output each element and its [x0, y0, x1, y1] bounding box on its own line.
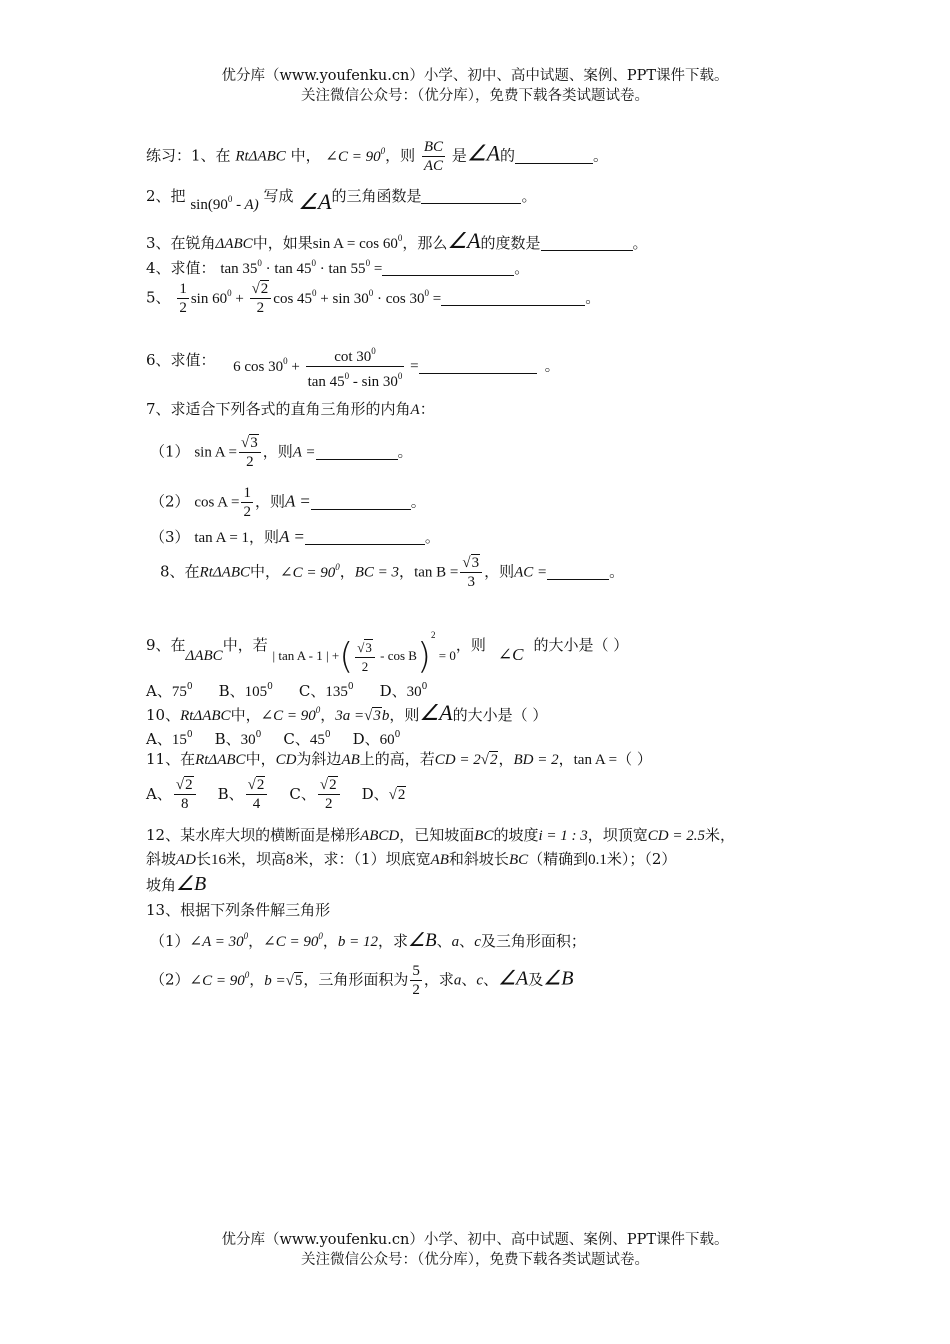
q10-option-d[interactable]: D、$60^0$: [352, 730, 401, 748]
q10-text-mid: 中，: [230, 706, 261, 724]
q7-var-a: A: [410, 402, 420, 418]
q11-text: 11、在: [146, 750, 196, 768]
header-line-1: 优分库（www.youfenku.cn）小学、初中、高中试题、案例、PPT课件下载。: [221, 68, 729, 84]
q7p3-then: ，则: [249, 528, 280, 546]
q13p2-a: a: [453, 972, 462, 989]
q3-text-post: 的度数是: [480, 234, 541, 252]
q6-cos-term: 6 $\cos 30^0$ +: [233, 355, 304, 375]
q7p2-label: （2）: [150, 492, 190, 511]
q10-relation: 3a =√3b: [335, 708, 390, 724]
q13p2-b: b =√5: [264, 972, 303, 989]
q8-text-mid: 中，: [250, 562, 281, 581]
q13p2-text-area: ，三角形面积为: [303, 970, 409, 989]
q1-end: 。: [593, 146, 609, 165]
q3-text-mid: 中，如果: [252, 234, 313, 252]
q12-abcd: ABCD: [360, 828, 400, 844]
header-line-2: 关注微信公众号：（优分库），免费下载各类试题试卷。: [301, 88, 649, 104]
question-7-part-1: [150, 434, 413, 471]
q1-triangle: RtΔABC: [235, 148, 286, 165]
q7p3-answer-blank[interactable]: [305, 528, 425, 545]
q12-cd: CD = 2.5: [647, 828, 705, 844]
q5-answer-blank[interactable]: [441, 289, 585, 306]
q6-text: 6、求值：: [146, 350, 216, 369]
q10-options: [146, 724, 400, 751]
question-2: [146, 180, 537, 214]
q9-then: ，则: [455, 636, 486, 654]
q9-text-mid: 中，若: [222, 636, 268, 654]
q12-bc-2: BC: [508, 852, 529, 868]
q2-end: 。: [521, 187, 537, 205]
q3-end: 。: [632, 234, 648, 252]
q6-fraction: $\frac{\cot 30^0}{\tan 45^0 - \sin 30^0}$: [306, 342, 405, 391]
question-12-line-3: [146, 873, 206, 896]
q7p2-answer-label: A =: [284, 491, 311, 511]
q13p1-a: a: [451, 934, 460, 950]
q1-text-mid: 中，: [290, 146, 321, 165]
q11-ab: AB: [341, 752, 360, 768]
q8-answer-blank[interactable]: [547, 563, 609, 580]
q6-answer-blank[interactable]: [419, 357, 537, 374]
q12-text-10: 和斜坡长: [448, 850, 509, 868]
q5-sin60: $\sin 60^0$ +: [190, 287, 248, 307]
question-8: [160, 554, 624, 591]
q7p1-answer-label: A =: [292, 444, 316, 461]
q1-fraction: $\frac{BC}{AC}$: [423, 139, 444, 174]
q10-triangle: RtΔABC: [180, 708, 231, 724]
q12-n8: 8: [286, 852, 294, 868]
footer-line-1: 优分库（www.youfenku.cn）小学、初中、高中试题、案例、PPT课件下载。: [221, 1232, 729, 1248]
q11-text-hyp: 为斜边: [296, 750, 342, 768]
q1-of: 的: [500, 146, 516, 165]
q7p2-fraction: $\frac{1}{2}$: [243, 485, 251, 520]
q11-text-height: 上的高，若: [359, 750, 435, 768]
q8-sep-1: ，: [339, 562, 355, 581]
q13p2-dun-2: 、: [483, 970, 499, 989]
q3-answer-blank[interactable]: [541, 234, 633, 251]
q12-text-5: 米，: [705, 826, 736, 844]
q13p1-c: c: [474, 934, 481, 950]
q10-option-a[interactable]: A、$15^0$: [146, 730, 193, 748]
q5-text: 5、: [146, 288, 171, 307]
q12-bc: BC: [474, 828, 494, 844]
q13p1-dun-2: 、: [459, 932, 475, 950]
q11-option-b[interactable]: B、 $\frac{√2}{4}$: [218, 785, 270, 803]
q13p1-b: b = 12: [337, 934, 378, 950]
q11-cd: CD: [275, 752, 297, 768]
question-4: [146, 252, 529, 280]
question-1: [146, 138, 608, 175]
q13p1-label: （1）: [150, 932, 190, 950]
q9-option-a[interactable]: A、$75^0$: [146, 682, 193, 700]
q2-angle-a: ∠A: [298, 189, 332, 214]
question-5: [146, 280, 600, 317]
footer-line-2: 关注微信公众号：（优分库），免费下载各类试题试卷。: [301, 1252, 649, 1268]
question-3: [146, 227, 648, 255]
q12-text-13: 坡角: [146, 876, 177, 894]
q11-bd: BD = 2: [513, 752, 559, 768]
q4-answer-blank[interactable]: [382, 259, 514, 276]
q13p2-ask: ，求: [423, 970, 454, 989]
q5-fraction-half: $\frac{1}{2}$: [179, 281, 187, 316]
q12-text-3: 的坡度: [493, 826, 539, 844]
q7p1-end: 。: [397, 442, 413, 461]
q13p1-angle-c: ∠C = $90^0$: [263, 931, 323, 950]
q13p2-angle-c: ∠C = $90^0$: [189, 969, 250, 989]
q13p2-fraction: $\frac{5}{2}$: [412, 963, 420, 998]
q12-n16: 16: [211, 852, 227, 868]
q13p2-label: （2）: [150, 970, 190, 989]
q2-answer-blank[interactable]: [421, 187, 521, 204]
q13-title-text: 13、根据下列条件解三角形: [146, 901, 331, 919]
q7p2-expression: cos A =: [194, 494, 240, 511]
q7p1-fraction: $\frac{√3}{2}$: [239, 434, 261, 471]
q7p3-expression: tan A = 1: [194, 530, 250, 546]
q7p1-label: （1）: [150, 442, 190, 461]
q4-expression: $\tan 35^0 \cdot \tan 45^0 \cdot \tan 55^0$ =: [220, 258, 383, 277]
q13p2-c: c: [476, 972, 484, 989]
q9-expression: | tan A - 1 | +( $\frac{√3}{2}$ - cos B)$^2$ = 0: [272, 630, 456, 678]
q7p3-end: 。: [424, 528, 440, 546]
q1-then: ，则: [385, 146, 416, 165]
q11-triangle: RtΔABC: [195, 752, 246, 768]
q5-rest: $\cos 45^0 + \sin 30^0 \cdot \cos 30^0$ =: [273, 287, 442, 307]
q7p3-label: （3）: [150, 528, 190, 546]
question-7-part-2: [150, 484, 426, 521]
q1-answer-blank[interactable]: [515, 147, 593, 164]
q2-write-as: 写成: [263, 187, 294, 205]
q10-option-c[interactable]: C、$45^0$: [283, 730, 331, 748]
question-10: [146, 699, 547, 727]
q12-text-12: 米）；（2）: [606, 850, 677, 868]
q6-equals: =: [406, 358, 419, 375]
q7-colon: ：: [419, 400, 435, 418]
q7p2-answer-blank[interactable]: [311, 493, 411, 510]
q13p1-post: 及三角形面积；: [480, 932, 586, 950]
q8-triangle: RtΔABC: [199, 564, 251, 581]
q11-option-a[interactable]: A、 $\frac{√2}{8}$: [146, 785, 198, 803]
question-7-title: [146, 398, 435, 421]
q7p1-expression: sin A =: [194, 444, 237, 461]
q1-angle: ∠C = $90^0$: [325, 145, 386, 165]
q6-end: 。: [544, 356, 560, 375]
q7p2-then: ，则: [254, 492, 285, 511]
q11-option-d[interactable]: D、√2: [361, 784, 406, 803]
q13p2-and: 及: [528, 970, 544, 989]
q11-tana: tan A =: [573, 752, 618, 768]
q10-sep: ，: [320, 706, 336, 724]
q12-angle-b: ∠B: [176, 873, 207, 895]
q10-angle-a: ∠A: [419, 700, 453, 725]
q2-text: 2、把: [146, 187, 186, 205]
q1-text: 练习：1、在: [146, 146, 231, 165]
q12-text-1: 12、某水库大坝的横断面是梯形: [146, 826, 361, 844]
q12-ad: AD: [176, 852, 197, 868]
q8-bc: BC = 3: [354, 564, 400, 581]
q7p1-then: ，则: [262, 442, 293, 461]
q13p1-sep-2: ，: [322, 932, 338, 950]
question-6: [146, 342, 560, 391]
q3-triangle: ΔABC: [215, 236, 253, 252]
q13p1-sep-1: ，: [248, 932, 264, 950]
q1-angle-a: ∠A: [466, 140, 501, 166]
q5-fraction-root2: $\frac{√2}{2}$: [250, 280, 272, 317]
q3-then: ，那么: [402, 234, 448, 252]
q12-text-7: 长: [196, 850, 212, 868]
q12-text-2: ，已知坡面: [399, 826, 475, 844]
q8-tanb: tan B =: [414, 564, 459, 581]
q7p3-answer-label: A =: [279, 527, 305, 546]
q9-option-c[interactable]: C、$135^0$: [298, 682, 354, 700]
q12-text-9: 米，求：（1）坝底宽: [293, 850, 431, 868]
q8-then: ，则: [484, 562, 515, 581]
q7-title-text: 7、求适合下列各式的直角三角形的内角: [146, 400, 411, 418]
q8-angle: ∠C = $90^0$: [280, 561, 340, 581]
q10-text: 10、: [146, 706, 181, 724]
q10-then: ，则: [389, 706, 420, 724]
q9-question-paren: 的大小是（ ）: [533, 636, 629, 654]
q12-ab: AB: [430, 852, 449, 868]
q10-angle: ∠C = $90^0$: [260, 705, 321, 724]
q12-text-8: 米，坝高: [226, 850, 287, 868]
question-11: [146, 748, 652, 771]
q11-sep-2: ，: [558, 750, 574, 768]
q13p2-angle-a: ∠A: [498, 967, 529, 990]
q9-angle-c: ∠C: [497, 645, 524, 664]
q8-text: 8、在: [160, 562, 200, 581]
q13p2-angle-b: ∠B: [543, 967, 574, 990]
question-12-line-2: [146, 848, 676, 871]
q9-option-b[interactable]: B、$105^0$: [218, 682, 273, 700]
q7p1-answer-blank[interactable]: [316, 443, 398, 460]
q11-options: [146, 776, 406, 813]
q11-text-mid: 中，: [245, 750, 276, 768]
q7p2-end: 。: [410, 492, 426, 511]
q12-n01: 0.1: [588, 852, 607, 868]
q8-fraction: $\frac{√3}{3}$: [460, 554, 482, 591]
q2-text-post: 的三角函数是: [331, 187, 422, 205]
q11-sep-1: ，: [498, 750, 514, 768]
q9-option-d[interactable]: D、$30^0$: [379, 682, 428, 700]
question-13-part-2: [150, 962, 573, 999]
q12-text-11: （精确到: [528, 850, 589, 868]
q9-text: 9、在: [146, 636, 186, 654]
q2-expression: $\sin(90^0 - A)$: [190, 194, 259, 213]
question-13-title: [146, 899, 330, 921]
q13p1-angle-a: ∠A = $30^0$: [189, 931, 249, 950]
q1-is: 是: [451, 146, 467, 165]
q3-text: 3、在锐角: [146, 234, 216, 252]
q12-text-6: 斜坡: [146, 850, 177, 868]
q13p1-dun-1: 、: [436, 932, 452, 950]
q13p2-sep: ，: [249, 970, 265, 989]
q9-triangle: ΔABC: [185, 648, 223, 664]
q13p1-ask: ，求: [378, 932, 409, 950]
q3-angle-a: ∠A: [447, 228, 481, 253]
q12-text-4: ，坝顶宽: [587, 826, 648, 844]
q8-ac: AC =: [514, 564, 548, 581]
q4-text: 4、求值：: [146, 259, 216, 277]
q8-end: 。: [609, 562, 625, 581]
q11-question-paren: （ ）: [617, 750, 652, 768]
question-13-part-1: [150, 925, 586, 953]
q3-expression: $\sin A = \cos 60^0$: [312, 233, 403, 252]
q8-sep-2: ，: [399, 562, 415, 581]
q11-option-c[interactable]: C、 $\frac{√2}{2}$: [289, 785, 341, 803]
q13p2-dun-1: 、: [461, 970, 477, 989]
q4-end: 。: [514, 259, 530, 277]
q13p1-angle-b: ∠B: [408, 930, 437, 951]
q5-end: 。: [585, 288, 601, 307]
q10-question-paren: 的大小是（ ）: [452, 706, 548, 724]
question-7-part-3: [150, 526, 440, 549]
question-12-line-1: [146, 824, 735, 847]
q11-cd-value: CD = 2√2: [434, 752, 498, 768]
question-9: [146, 614, 629, 678]
q12-slope: i = 1 : 3: [538, 828, 588, 844]
q10-option-b[interactable]: B、$30^0$: [214, 730, 262, 748]
